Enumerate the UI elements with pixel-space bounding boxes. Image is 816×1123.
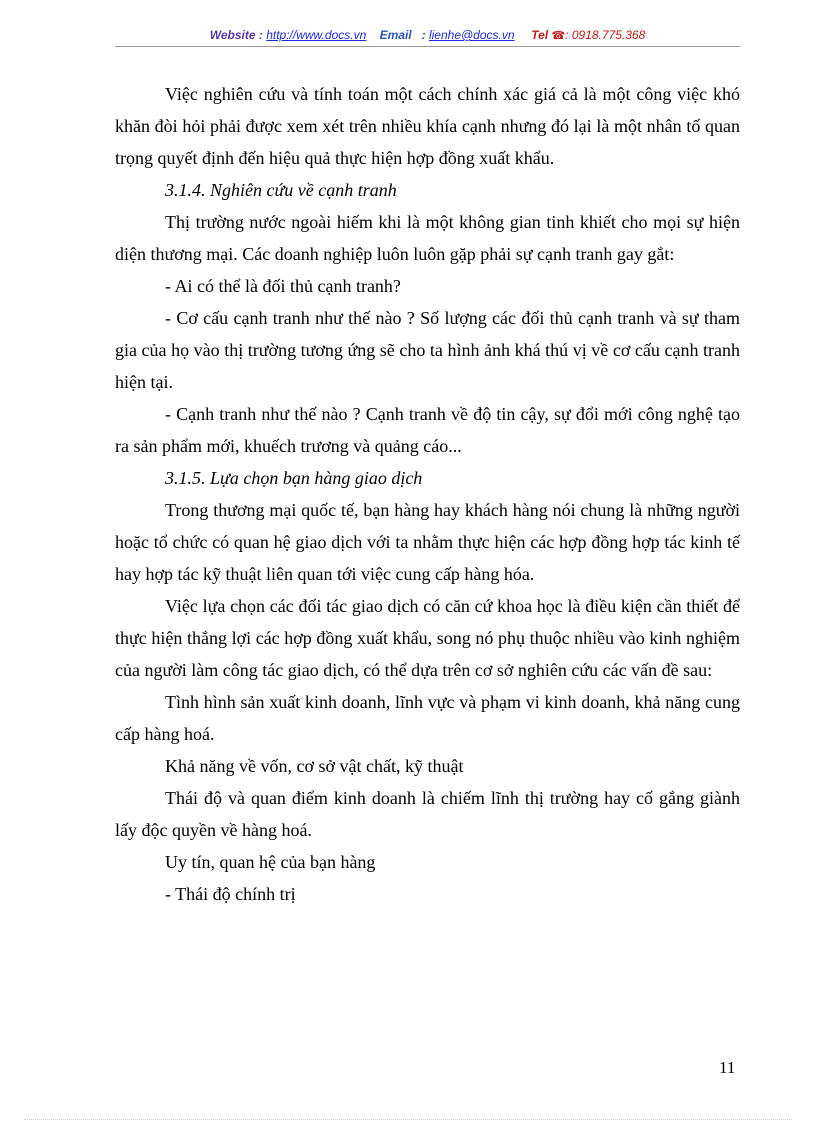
email-separator: :	[421, 28, 426, 42]
section-heading-3-1-4: 3.1.4. Nghiên cứu về cạnh tranh	[165, 180, 397, 200]
paragraph-price-research: Việc nghiên cứu và tính toán một cách chính xác giá cả là một công việc khó khăn đòi hỏi phải được xem xét trên nhiều khía cạnh nhưng đó lại là một nhân tố quan trọng quyết định đến hiệu quả thực hiện hợp đồng xuất khẩu.	[115, 84, 740, 168]
website-label: Website :	[209, 28, 263, 42]
criterion-business-situation: Tình hình sản xuất kinh doanh, lĩnh vực và phạm vi kinh doanh, khả năng cung cấp hàng hoá.	[115, 692, 740, 744]
email-link[interactable]: lienhe@docs.vn	[428, 28, 515, 42]
section-heading-3-1-5: 3.1.5. Lựa chọn bạn hàng giao dịch	[165, 468, 423, 488]
criterion-reputation: Uy tín, quan hệ của bạn hàng	[165, 852, 376, 872]
tel-label: Tel	[531, 28, 549, 42]
criterion-political-attitude: - Thái độ chính trị	[165, 884, 296, 904]
page-header	[115, 28, 740, 42]
paragraph-partner-selection: Việc lựa chọn các đối tác giao dịch có căn cứ khoa học là điều kiện cần thiết để thực hiện thắng lợi các hợp đồng xuất khẩu, song nó phụ thuộc nhiều vào kinh nghiệm của người làm công tác giao dịch, có thể dựa trên cơ sở nghiên cứu các vấn đề sau:	[115, 596, 740, 680]
website-link[interactable]: http://www.docs.vn	[266, 28, 367, 42]
paragraph-trading-partners: Trong thương mại quốc tế, bạn hàng hay khách hàng nói chung là những người hoặc tổ chức có quan hệ giao dịch với ta nhằm thực hiện các hợp đồng hợp tác kinh tế hay hợp tác kỹ thuật liên quan tới việc cung cấp hàng hóa.	[115, 500, 740, 584]
phone-number: : 0918.775.368	[565, 28, 646, 42]
document-body	[115, 78, 740, 910]
bullet-competition-manner: - Cạnh tranh như thế nào ? Cạnh tranh về độ tin cậy, sự đổi mới công nghệ tạo ra sản phẩm mới, khuếch trương và quảng cáo...	[115, 404, 740, 456]
footer-divider	[24, 1119, 792, 1120]
page-number: 11	[719, 1058, 736, 1077]
bullet-competitors: - Ai có thể là đối thủ cạnh tranh?	[165, 276, 401, 296]
bullet-competition-structure: - Cơ cấu cạnh tranh như thế nào ? Số lượng các đối thủ cạnh tranh và sự tham gia của họ vào thị trường tương ứng sẽ cho ta hình ảnh khá thú vị về cơ cấu cạnh tranh hiện tại.	[115, 308, 740, 392]
paragraph-foreign-market: Thị trường nước ngoài hiếm khi là một không gian tinh khiết cho mọi sự hiện diện thương mại. Các doanh nghiệp luôn luôn gặp phải sự cạnh tranh gay gắt:	[115, 212, 740, 264]
criterion-business-attitude: Thái độ và quan điểm kinh doanh là chiếm lĩnh thị trường hay cố gắng giành lấy độc quyền về hàng hoá.	[115, 788, 740, 840]
email-label: Email	[379, 28, 412, 42]
phone-icon: ☎	[551, 30, 566, 42]
criterion-capital: Khả năng về vốn, cơ sở vật chất, kỹ thuật	[165, 756, 464, 776]
header-divider	[115, 46, 740, 47]
